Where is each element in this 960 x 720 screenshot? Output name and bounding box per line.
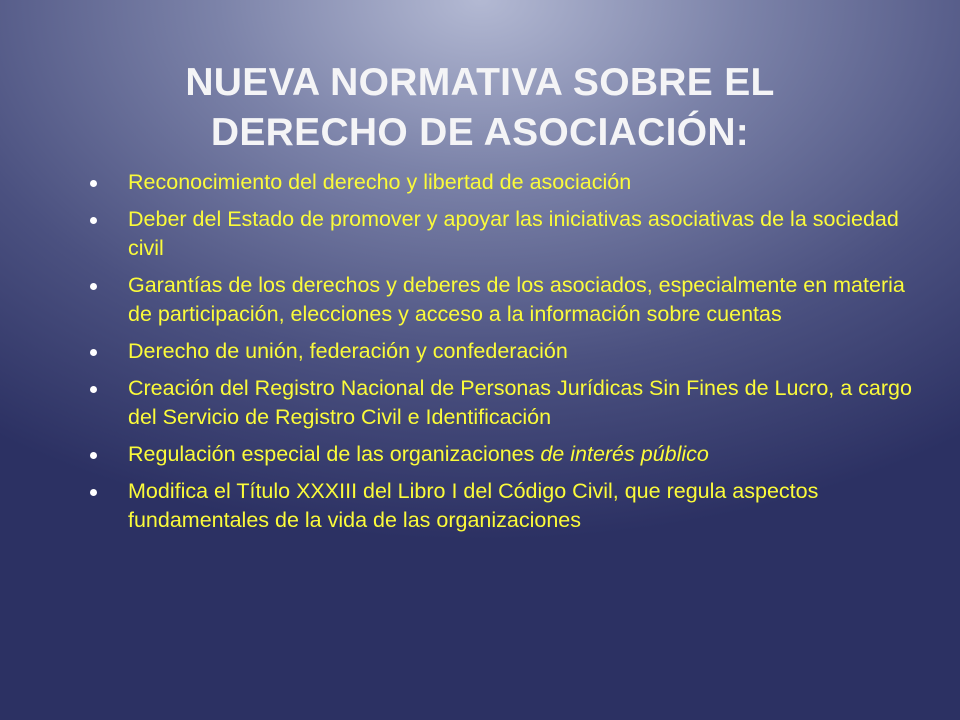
bullet-dot-icon (90, 349, 97, 356)
bullet-text: Creación del Registro Nacional de Personas Jurídicas Sin Fines de Lucro, a cargo del Servicio de Registro Civil e Identificación (128, 376, 912, 429)
bullet-item (90, 477, 930, 535)
bullet-item (90, 337, 930, 366)
bullet-text: Reconocimiento del derecho y libertad de asociación (128, 170, 632, 194)
bullet-text-italic: de interés público (540, 442, 709, 466)
bullet-item (90, 205, 930, 263)
bullet-text: Modifica el Título XXXIII del Libro I del Código Civil, que regula aspectos fundamentales de la vida de las organizaciones (128, 479, 819, 532)
slide-title-line-2: DERECHO DE ASOCIACIÓN: (210, 111, 750, 155)
bullet-text: Regulación especial de las organizaciones (128, 442, 541, 466)
bullet-dot-icon (90, 489, 97, 496)
bullet-dot-icon (90, 217, 97, 224)
bullet-item (90, 168, 930, 197)
bullet-text: Garantías de los derechos y deberes de los asociados, especialmente en materia de participación, elecciones y acceso a la información sobre cuentas (128, 273, 905, 326)
slide-title-line-1: NUEVA NORMATIVA SOBRE EL (185, 61, 775, 105)
bullet-dot-icon (90, 180, 97, 187)
bullet-list (90, 168, 930, 543)
bullet-dot-icon (90, 283, 97, 290)
bullet-item (90, 271, 930, 329)
bullet-text: Derecho de unión, federación y confederación (128, 339, 568, 363)
bullet-dot-icon (90, 452, 97, 459)
bullet-item (90, 440, 930, 469)
slide-title (90, 58, 870, 158)
bullet-dot-icon (90, 386, 97, 393)
bullet-text: Deber del Estado de promover y apoyar las iniciativas asociativas de la sociedad civil (128, 207, 899, 260)
bullet-item (90, 374, 930, 432)
